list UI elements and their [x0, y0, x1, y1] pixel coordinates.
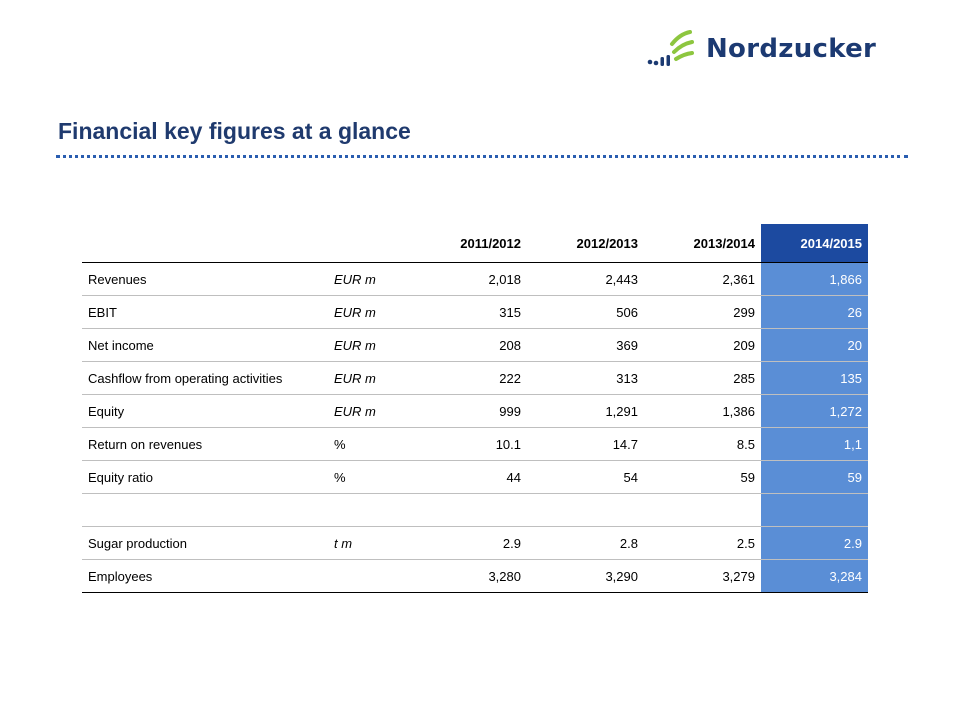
column-header: 2011/2012 — [410, 224, 527, 263]
cell-value-highlight: 20 — [761, 329, 868, 362]
cell-value: 299 — [644, 296, 761, 329]
cell-value: 2,443 — [527, 263, 644, 296]
table-row — [82, 428, 868, 461]
table-row — [82, 296, 868, 329]
cell-value: 2,018 — [410, 263, 527, 296]
row-unit — [334, 560, 410, 593]
table-row — [82, 560, 868, 593]
cell-value-highlight: 3,284 — [761, 560, 868, 593]
column-header: 2012/2013 — [527, 224, 644, 263]
column-header: 2013/2014 — [644, 224, 761, 263]
cell-value — [527, 494, 644, 527]
row-label: Equity ratio — [82, 461, 334, 494]
cell-value: 44 — [410, 461, 527, 494]
row-unit: t m — [334, 527, 410, 560]
row-label: Revenues — [82, 263, 334, 296]
cell-value: 2.9 — [410, 527, 527, 560]
cell-value: 1,291 — [527, 395, 644, 428]
row-unit: % — [334, 461, 410, 494]
cell-value: 999 — [410, 395, 527, 428]
cell-value: 1,386 — [644, 395, 761, 428]
cell-value: 285 — [644, 362, 761, 395]
header-label-cell — [82, 224, 334, 263]
cell-value: 3,279 — [644, 560, 761, 593]
cell-value: 14.7 — [527, 428, 644, 461]
row-label — [82, 494, 334, 527]
cell-value: 222 — [410, 362, 527, 395]
cell-value-highlight: 1,272 — [761, 395, 868, 428]
cell-value-highlight: 1,866 — [761, 263, 868, 296]
row-label: Employees — [82, 560, 334, 593]
cell-value — [410, 494, 527, 527]
company-logo — [644, 28, 877, 76]
cell-value: 3,290 — [527, 560, 644, 593]
title-divider — [56, 155, 908, 158]
cell-value-highlight — [761, 494, 868, 527]
cell-value-highlight: 135 — [761, 362, 868, 395]
row-label: Return on revenues — [82, 428, 334, 461]
cell-value: 3,280 — [410, 560, 527, 593]
row-unit: EUR m — [334, 329, 410, 362]
cell-value: 315 — [410, 296, 527, 329]
row-unit: EUR m — [334, 263, 410, 296]
row-label: Cashflow from operating activities — [82, 362, 334, 395]
row-unit — [334, 494, 410, 527]
table-row — [82, 461, 868, 494]
page-title: Financial key figures at a glance — [58, 118, 411, 144]
row-unit: EUR m — [334, 395, 410, 428]
cell-value: 2.5 — [644, 527, 761, 560]
table-row — [82, 362, 868, 395]
cell-value: 506 — [527, 296, 644, 329]
cell-value: 313 — [527, 362, 644, 395]
cell-value-highlight: 26 — [761, 296, 868, 329]
brand-name: Nordzucker — [706, 34, 877, 64]
cell-value: 8.5 — [644, 428, 761, 461]
header-unit-cell — [334, 224, 410, 263]
cell-value-highlight: 1,1 — [761, 428, 868, 461]
table-row-spacer — [82, 494, 868, 527]
cell-value: 208 — [410, 329, 527, 362]
cell-value-highlight: 2.9 — [761, 527, 868, 560]
row-unit: EUR m — [334, 362, 410, 395]
table-row — [82, 263, 868, 296]
cell-value: 369 — [527, 329, 644, 362]
table-row — [82, 527, 868, 560]
cell-value — [644, 494, 761, 527]
cell-value: 2.8 — [527, 527, 644, 560]
nordzucker-logo-icon — [644, 28, 704, 76]
row-label: Equity — [82, 395, 334, 428]
cell-value: 10.1 — [410, 428, 527, 461]
table-header-row — [82, 224, 868, 263]
cell-value: 2,361 — [644, 263, 761, 296]
cell-value: 59 — [644, 461, 761, 494]
column-header-highlight: 2014/2015 — [761, 224, 868, 263]
row-label: Sugar production — [82, 527, 334, 560]
row-unit: % — [334, 428, 410, 461]
cell-value: 54 — [527, 461, 644, 494]
row-label: EBIT — [82, 296, 334, 329]
table-row — [82, 329, 868, 362]
cell-value-highlight: 59 — [761, 461, 868, 494]
row-unit: EUR m — [334, 296, 410, 329]
table-row — [82, 395, 868, 428]
cell-value: 209 — [644, 329, 761, 362]
key-figures-table — [82, 224, 868, 593]
row-label: Net income — [82, 329, 334, 362]
